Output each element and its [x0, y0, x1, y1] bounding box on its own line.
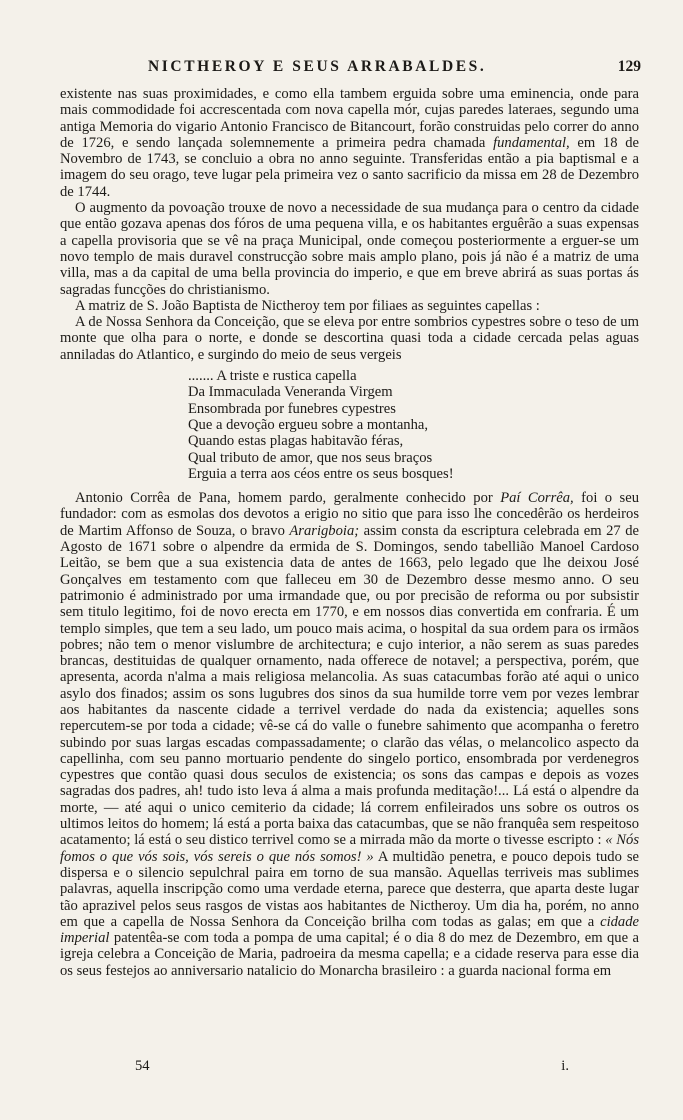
poem-line: Quando estas plagas habitavão féras, — [188, 433, 404, 450]
paragraph-5-part-c: assim consta da escriptura celebrada em 27 de Agosto de 1671 sobre o alpendre da ermida de S. Domingos, sendo tabellião Manoel Cardoso Leitão, se bem que a sua existencia data de antes de 1663, pelo legado que lhe deixou José Gonçalves em testamento com que falleceu em 30 de Dezembro desse mesmo anno. O seu patrimonio é administrado por uma irmandade que, ou por precisão de reforma ou por subsistir sem titulo legitimo, foi de novo erecta em 1770, e em nossos dias convertida em confraria. É um templo simples, que tem a seu lado, um pouco mais acima, o hospital da sua ordem para os irmãos pobres; não tem o menor vislumbre de architectura; e cujo interior, a não serem as suas paredes brancas, destituidas de qualquer ornamento, nada offerece de notavel; a perspectiva, porém, que apresenta, acorda n'alma a mais religiosa melancolia. As suas catacumbas forão até aqui o unico asylo dos finados; assim os sons lugubres dos sinos da sua humilde torre vem por vezes lembrar aos habitantes da nascente cidade a terrivel verdade do nada da existencia; aquelles sons repercutem-se por toda a cidade; vê-se cá do valle o funebre sahimento que acompanha o feretro subindo por suas largas escadas compassadamente; o clarão das vélas, o melancolico aspecto da capellinha, com seu panno mortuario pendente do singelo portico, ensombrada por verdenegros cypestres que contão quasi dous seculos de existencia; os sons das campas e depois as vozes sagradas dos padres, ah! tudo isto leva á alma a mais profunda meditação!... Lá está o alpendre da morte, — até aqui o unico cemiterio da cidade; lá correm enfileirados uns sobre os outros os ultimos leitos do homem; lá está a porta baixa das catacumbas, que se não franquêa sem respeitoso acatamento; lá está o seu distico terrivel como se a mirrada mão da morte o tivesse escripto : — [60, 522, 639, 849]
body-text — [60, 86, 639, 979]
paragraph-5-part-d: A multidão penetra, e pouco depois tudo se dispersa e o silencio sepulchral paira em torno de sua mansão. Aquellas terriveis mas sublimes palavras, aquella inscripção como uma verdade eterna, parece que desterra, que aparta deste lugar tão aprazivel pelos seus rasgos de vistas aos habitantes de Nictheroy. Um dia ha, porém, no anno em que a capella de Nossa Senhora da Conceição brilha com todas as galas; em que a — [60, 848, 639, 930]
page-number: 129 — [617, 58, 641, 75]
paragraph-5-emphasis-2: Ararigboia; — [289, 522, 360, 539]
poem — [188, 368, 639, 482]
running-title: NICTHEROY E SEUS ARRABALDES. — [148, 58, 487, 75]
poem-line: Qual tributo de amor, que nos seus braços — [188, 449, 433, 466]
poem-line: Ensombrada por funebres cypestres — [188, 400, 396, 417]
paragraph-5-part-e: patentêa-se com toda a pompa de uma capital; é o dia 8 do mez de Dezembro, em que a igreja celebra a Conceição de Maria, padroeira da mesma capella; e a cidade reserva para esse dia os seus festejos ao anniversario natalicio do Monarcha brasileiro : a guarda nacional forma em — [60, 930, 639, 979]
poem-line: Erguia a terra aos céos entre os seus bosques! — [188, 465, 454, 482]
catchword: i. — [561, 1058, 569, 1074]
paragraph-2: O augmento da povoação trouxe de novo a necessidade de sua mudança para o centro da cidade que então gozava apenas dos fóros de uma pequena villa, e os habitantes erguêrão a suas expensas a capella provisoria que se vê na praça Municipal, onde começou posteriormente a erguer-se um novo templo de mais duravel construcção sobre mais amplo plano, pois já não é a matriz de uma villa, mas a da capital de uma bella provincia do imperio, e que em breve abrirá as suas portas ás sagradas funcções do christianismo. — [60, 200, 639, 298]
paragraph-1 — [60, 86, 639, 200]
paragraph-3: A matriz de S. João Baptista de Nictheroy tem por filiaes as seguintes capellas : — [75, 297, 540, 314]
poem-line: Que a devoção ergueu sobre a montanha, — [188, 416, 429, 433]
poem-line: ....... A triste e rustica capella — [188, 368, 357, 385]
paragraph-5 — [60, 490, 639, 979]
page-header — [60, 58, 641, 82]
paragraph-5-emphasis-3: « Nós fomos o que vós sois, vós sereis o que nós somos! » — [60, 832, 640, 865]
paragraph-5-part-a: Antonio Corrêa de Pana, homem pardo, geralmente conhecido por — [75, 490, 501, 507]
paragraph-5-emphasis-4: cidade imperial — [60, 913, 639, 947]
signature-mark: 54 — [135, 1058, 150, 1074]
poem-line: Da Immaculada Veneranda Virgem — [188, 384, 393, 401]
paragraph-5-emphasis-1: Paí Corrêa, — [500, 490, 574, 507]
paragraph-1-end: em 18 de Novembro de 1743, se concluio a obra no anno seguinte. Transferidas então a pia baptismal e a imagem do seu orago, teve lugar pela primeira vez o santo sacrificio da missa em 28 de Dezembro de 1744. — [60, 134, 639, 200]
paragraph-1-emphasis: fundamental, — [493, 134, 570, 151]
paragraph-5-part-b: foi o seu fundador: com as esmolas dos devotos a erigio no sitio que para isso lhe concedêrão os herdeiros de Martim Affonso de Souza, o bravo — [60, 490, 639, 539]
paragraph-1-start: existente nas suas proximidades, e como ella tambem erguida sobre uma eminencia, onde para mais commodidade foi accrescentada com nova capella mór, cujas paredes lateraes, segundo uma antiga Memoria do vigario Antonio Francisco de Bitancourt, forão construidas pelo correr do anno de 1726, e sendo lançada solemnemente a primeira pedra chamada — [60, 86, 639, 151]
paragraph-4: A de Nossa Senhora da Conceição, que se eleva por entre sombrios cypestres sobre o teso de um monte que olha para o norte, e donde se descortina quasi toda a cidade cercada pelas aguas anniladas do Atlantico, e surgindo do meio de seus vergeis — [60, 314, 639, 363]
page-footer — [60, 1058, 639, 1078]
